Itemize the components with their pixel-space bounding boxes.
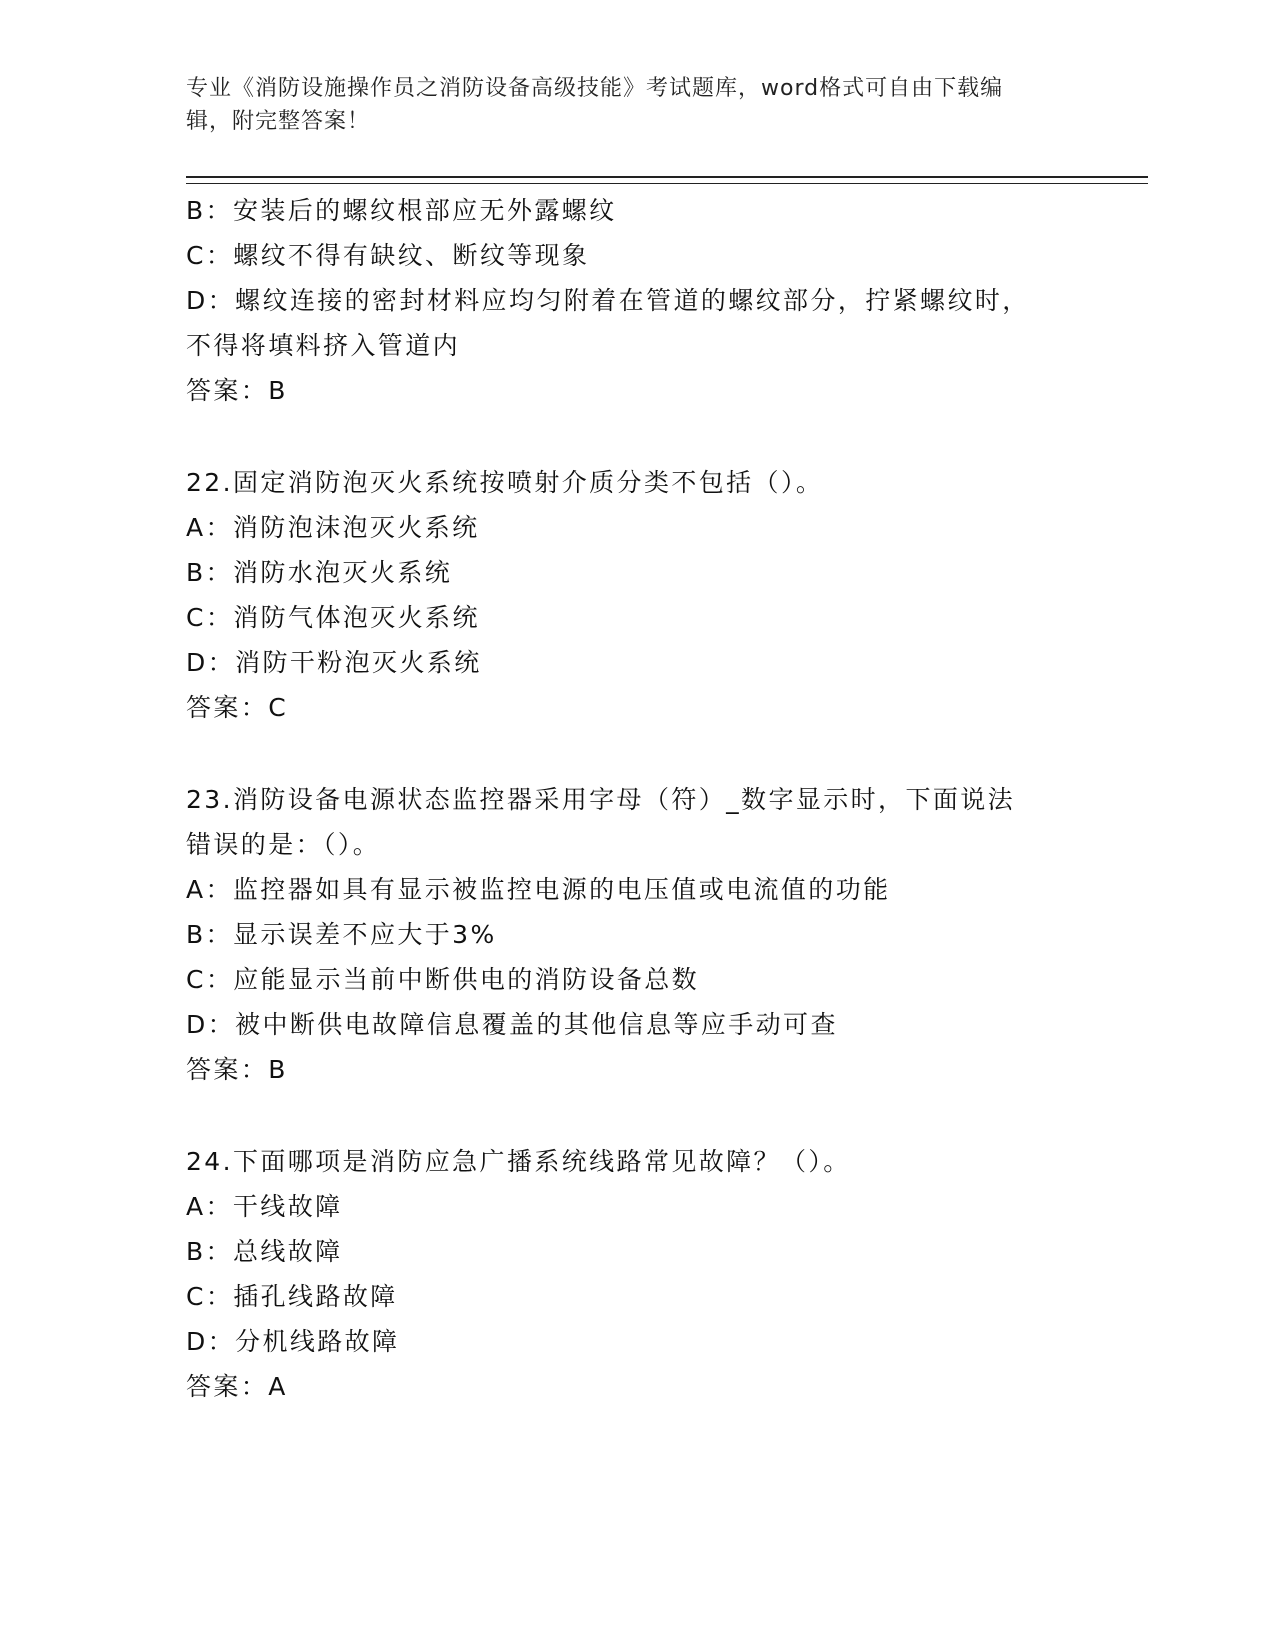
question-stem: 24.下面哪项是消防应急广播系统线路常见故障？（）。 <box>186 1147 851 1176</box>
option-b: B：显示误差不应大于3% <box>186 920 497 949</box>
option-c: C：插孔线路故障 <box>186 1282 398 1311</box>
question-stem: 22.固定消防泡灭火系统按喷射介质分类不包括（）。 <box>186 468 824 497</box>
option-b: B：消防水泡灭火系统 <box>186 558 453 587</box>
answer: 答案：A <box>186 1372 288 1401</box>
option-a: A：干线故障 <box>186 1192 343 1221</box>
question-21-continued <box>186 188 1086 413</box>
question-content <box>186 188 1086 1456</box>
option-b: B：安装后的螺纹根部应无外露螺纹 <box>186 196 617 225</box>
question-24 <box>186 1139 1086 1409</box>
option-d: D：消防干粉泡灭火系统 <box>186 648 482 677</box>
question-23 <box>186 777 1086 1092</box>
answer: 答案：C <box>186 693 289 722</box>
option-c: C：消防气体泡灭火系统 <box>186 603 480 632</box>
header-line-1: 专业《消防设施操作员之消防设备高级技能》考试题库，word格式可自由下载编 <box>186 76 1004 101</box>
option-d: D：被中断供电故障信息覆盖的其他信息等应手动可查 <box>186 1010 838 1039</box>
header-line-2: 辑，附完整答案！ <box>186 109 371 134</box>
header-divider <box>186 176 1148 184</box>
page-header <box>186 72 1066 138</box>
option-d: D：分机线路故障 <box>186 1327 400 1356</box>
question-stem-continued: 错误的是：（）。 <box>186 830 381 859</box>
option-b: B：总线故障 <box>186 1237 343 1266</box>
option-d: D：螺纹连接的密封材料应均匀附着在管道的螺纹部分，拧紧螺纹时， <box>186 286 1030 315</box>
option-c: C：螺纹不得有缺纹、断纹等现象 <box>186 241 590 270</box>
option-c: C：应能显示当前中断供电的消防设备总数 <box>186 965 700 994</box>
option-d-continued: 不得将填料挤入管道内 <box>186 331 461 360</box>
option-a: A：监控器如具有显示被监控电源的电压值或电流值的功能 <box>186 875 891 904</box>
option-a: A：消防泡沫泡灭火系统 <box>186 513 480 542</box>
question-stem: 23.消防设备电源状态监控器采用字母（符）_数字显示时，下面说法 <box>186 785 1016 814</box>
answer: 答案：B <box>186 376 288 405</box>
answer: 答案：B <box>186 1055 288 1084</box>
question-22 <box>186 460 1086 730</box>
